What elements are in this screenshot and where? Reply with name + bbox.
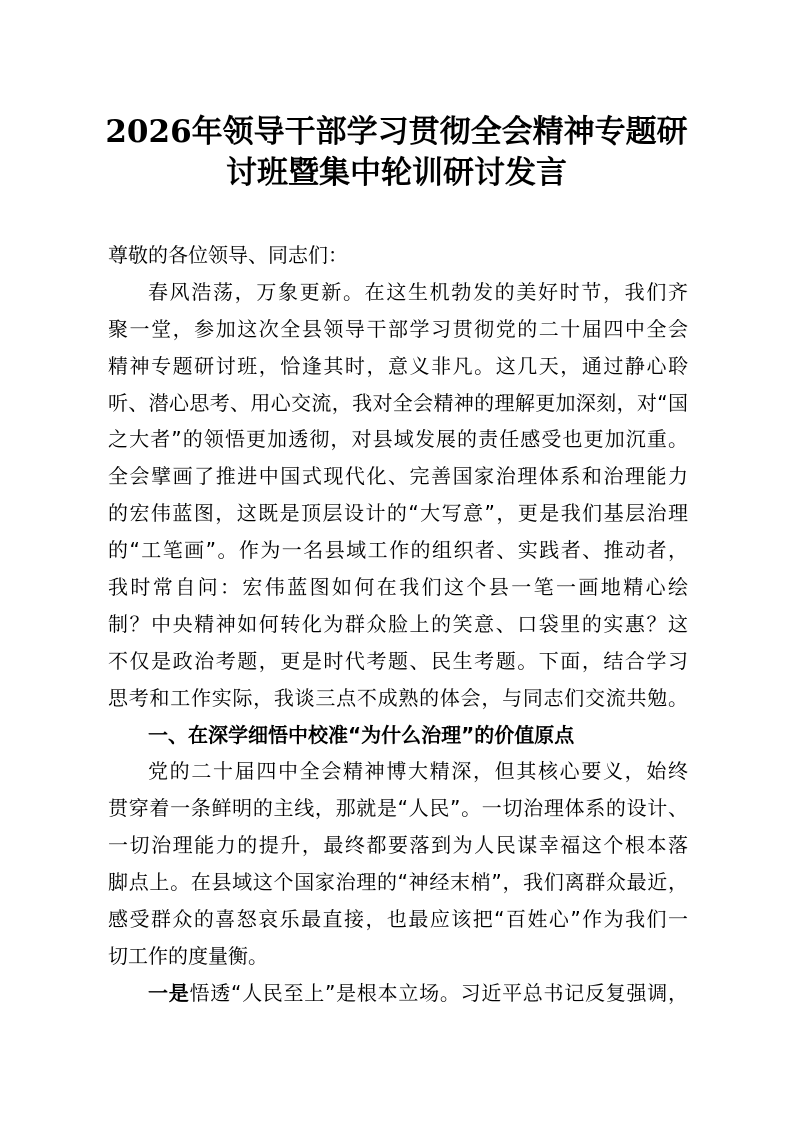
paragraph-line: 脚点上。在县域这个国家治理的“神经末梢”，我们离群众最近， — [108, 870, 688, 895]
paragraph-line: 的“工笔画”。作为一名县域工作的组织者、实践者、推动者， — [108, 538, 688, 563]
paragraph-line: 党的二十届四中全会精神博大精深，但其核心要义，始终 — [148, 759, 688, 784]
paragraph-line: 聚一堂，参加这次全县领导干部学习贯彻党的二十届四中全会 — [108, 316, 688, 341]
title-line: 讨班暨集中轮训研讨发言 — [226, 155, 567, 191]
point-one-line — [108, 975, 688, 1012]
document-body — [108, 237, 688, 1012]
paragraph-line: 听、潜心思考、用心交流，我对全会精神的理解更加深刻，对“国 — [108, 390, 688, 415]
point-one-text: 悟透“人民至上”是根本立场。习近平总书记反复强调， — [189, 980, 688, 1005]
salutation: 尊敬的各位领导、同志们： — [108, 243, 348, 267]
paragraph-line: 全会擘画了推进中国式现代化、完善国家治理体系和治理能力 — [108, 464, 688, 489]
paragraph-line: 之大者”的领悟更加透彻，对县域发展的责任感受也更加沉重。 — [108, 427, 688, 452]
point-one-lead: 一是 — [148, 980, 190, 1005]
paragraph-line: 一切治理能力的提升，最终都要落到为人民谋幸福这个根本落 — [108, 833, 688, 858]
paragraph-line: 贯穿着一条鲜明的主线，那就是“人民”。一切治理体系的设计、 — [108, 796, 688, 821]
paragraph-line: 精神专题研讨班，恰逢其时，意义非凡。这几天，通过静心聆 — [108, 353, 688, 378]
title-line: 2026年领导干部学习贯彻全会精神专题研 — [105, 114, 688, 150]
paragraph-line: 思考和工作实际，我谈三点不成熟的体会，与同志们交流共勉。 — [108, 685, 688, 710]
section-heading: 一、在深学细悟中校准“为什么治理”的价值原点 — [148, 722, 575, 747]
paragraph-line: 切工作的度量衡。 — [108, 943, 268, 968]
intro-paragraph — [108, 274, 688, 717]
paragraph-line: 春风浩荡，万象更新。在这生机勃发的美好时节，我们齐 — [148, 279, 688, 304]
paragraph-line: 不仅是政治考题，更是时代考题、民生考题。下面，结合学习 — [108, 648, 688, 673]
paragraph-line: 的宏伟蓝图，这既是顶层设计的“大写意”，更是我们基层治理 — [108, 501, 688, 526]
section-paragraph — [108, 753, 688, 974]
document-title — [100, 112, 693, 194]
paragraph-line: 感受群众的喜怒哀乐最直接，也最应该把“百姓心”作为我们一 — [108, 907, 688, 932]
paragraph-line: 我时常自问：宏伟蓝图如何在我们这个县一笔一画地精心绘 — [108, 575, 688, 600]
paragraph-line: 制？中央精神如何转化为群众脸上的笑意、口袋里的实惠？这 — [108, 611, 688, 636]
